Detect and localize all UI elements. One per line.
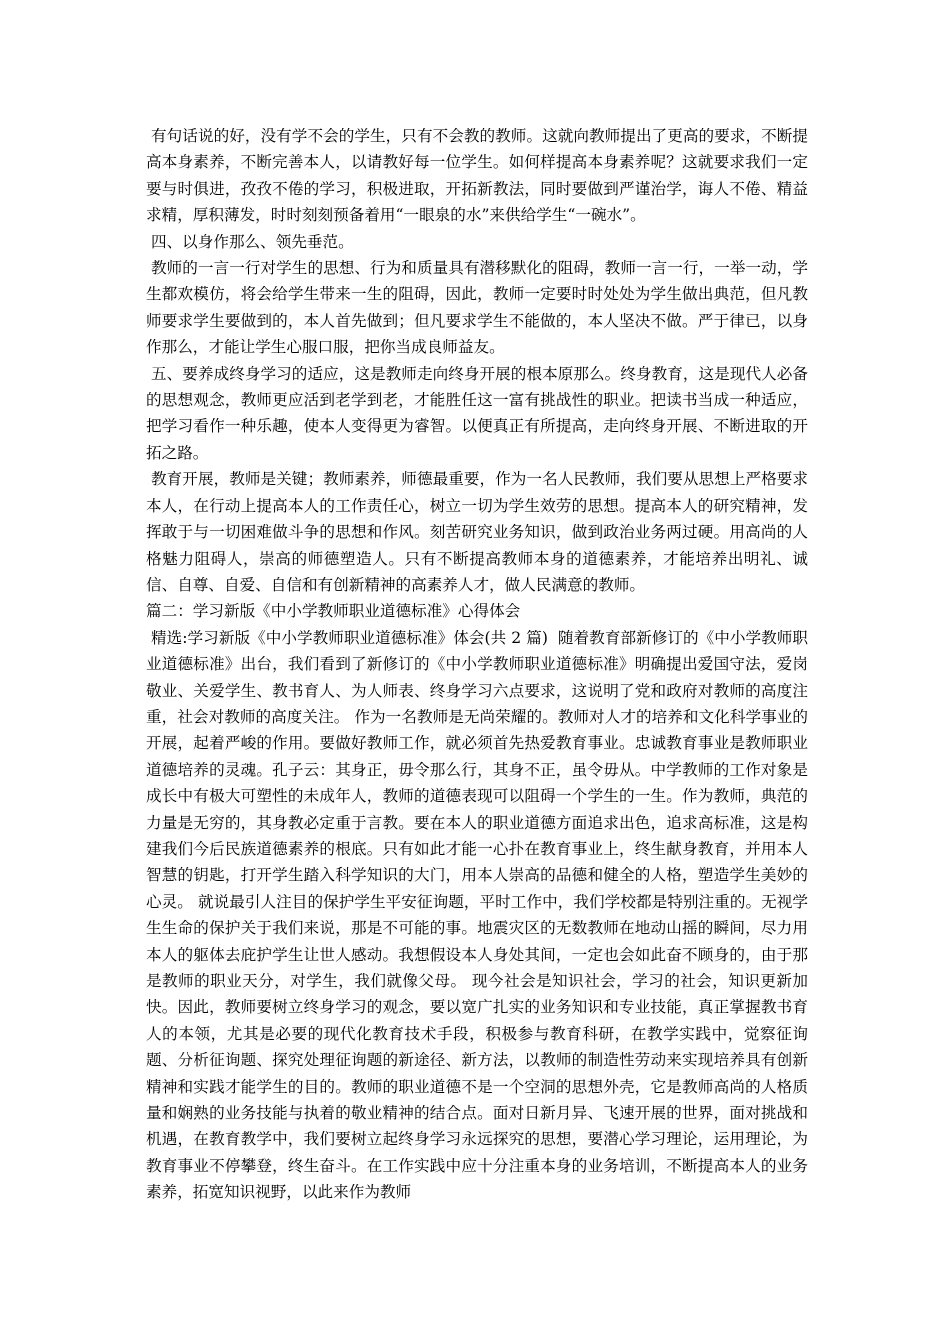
article-two-title: 篇二：学习新版《中小学教师职业道德标准》心得体会 [146, 602, 521, 621]
paragraph-teacher-influence: 教师的一言一行对学生的思想、行为和质量具有潜移默化的阻碍，教师一言一行，一举一动，学生都欢模仿，将会给学生带来一生的阻碍，因此，教师一定要时时处处为学生做出典范，但凡教师要求学生要做到的，本人首先做到；但凡要求学生不能做的，本人坚决不做。严于律已，以身作那么，才能让学生心服口服，把你当成良师益友。 [146, 259, 808, 357]
paragraph-article-two-body: 精选:学习新版《中小学教师职业道德标准》体会(共 2 篇) 随着教育部新修订的《中小学教师职业道德标准》出台，我们看到了新修订的《中小学教师职业道德标准》明确提出爱国守法，爱岗敬业、关爱学生、教书育人、为人师表、终身学习六点要求，这说明了党和政府对教师的高度注重，社会对教师的高度关注。 作为一名教师是无尚荣耀的。教师对人才的培养和文化科学事业的开展，起着严峻的作用。要做好教师工作，就必须首先热爱教育事业。忠诚教育事业是教师职业道德培养的灵魂。孔子云：其身正，毋令那么行，其身不正，虽令毋从。中学教师的工作对象是成长中有极大可塑性的未成年人，教师的道德表现可以阻碍一个学生的一生。作为教师，典范的力量是无穷的，其身教必定重于言教。要在本人的职业道德方面追求出色，追求高标准，这是构建我们今后民族道德素养的根底。只有如此才能一心扑在教育事业上，终生献身教育，并用本人智慧的钥匙，打开学生踏入科学知识的大门，用本人崇高的品德和健全的人格，塑造学生美妙的心灵。 就说最引人注目的保护学生平安征询题，平时工作中，我们学校都是特别注重的。无视学生生命的保护关于我们来说，那是不可能的事。地震灾区的无数教师在地动山摇的瞬间，尽力用本人的躯体去庇护学生让世人感动。我想假设本人身处其间，一定也会如此奋不顾身的，由于那是教师的职业天分，对学生，我们就像父母。 现今社会是知识社会，学习的社会，知识更新加快。因此，教师要树立终身学习的观念，要以宽广扎实的业务知识和专业技能，真正掌握教书育人的本领，尤其是必要的现代化教育技术手段，积极参与教育科研，在教学实践中，觉察征询题、分析征询题、探究处理征询题的新途径、新方法，以教师的制造性劳动来实现培养具有创新精神和实践才能学生的目的。教师的职业道德不是一个空洞的思想外壳，它是教师高尚的人格质量和娴熟的业务技能与执着的敬业精神的结合点。面对日新月异、飞速开展的世界，面对挑战和机遇，在教育教学中，我们要树立起终身学习永远探究的思想，要潜心学习理论，运用理论，为教育事业不停攀登，终生奋斗。在工作实践中应十分注重本身的业务培训，不断提高本人的业务素养，拓宽知识视野，以此来作为教师 [146, 628, 808, 1202]
section-heading-lifelong-learning: 五、要养成终身学习的适应，这是教师走向终身开展的根本原那么。终身教育，这是现代人必备的思想观念，教师更应活到老学到老，才能胜任这一富有挑战性的职业。把读书当成一种适应，把学习看作一种乐趣，使本人变得更为睿智。以便真正有所提高，走向终身开展、不断进取的开拓之路。 [146, 364, 808, 462]
document-page [146, 123, 808, 1206]
paragraph-self-improvement: 有句话说的好，没有学不会的学生，只有不会教的教师。这就向教师提出了更高的要求，不断提高本身素养，不断完善本人，以请教好每一位学生。如何样提高本身素养呢？这就要求我们一定要与时俱进，孜孜不倦的学习，积极进取，开拓新教法，同时要做到严谨治学，诲人不倦、精益求精，厚积薄发，时时刻刻预备着用“一眼泉的水”来供给学生“一碗水”。 [146, 127, 808, 225]
section-heading-lead-by-example: 四、以身作那么、领先垂范。 [146, 232, 354, 251]
paragraph-teacher-ethics: 教育开展，教师是关键；教师素养，师德最重要，作为一名人民教师，我们要从思想上严格要求本人，在行动上提高本人的工作责任心，树立一切为学生效劳的思想。提高本人的研究精神，发挥敢于与一切困难做斗争的思想和作风。刻苦研究业务知识，做到政治业务两过硬。用高尚的人格魅力阻碍人，崇高的师德塑造人。只有不断提高教师本身的道德素养，才能培养出明礼、诚信、自尊、自爱、自信和有创新精神的高素养人才，做人民满意的教师。 [146, 470, 808, 594]
